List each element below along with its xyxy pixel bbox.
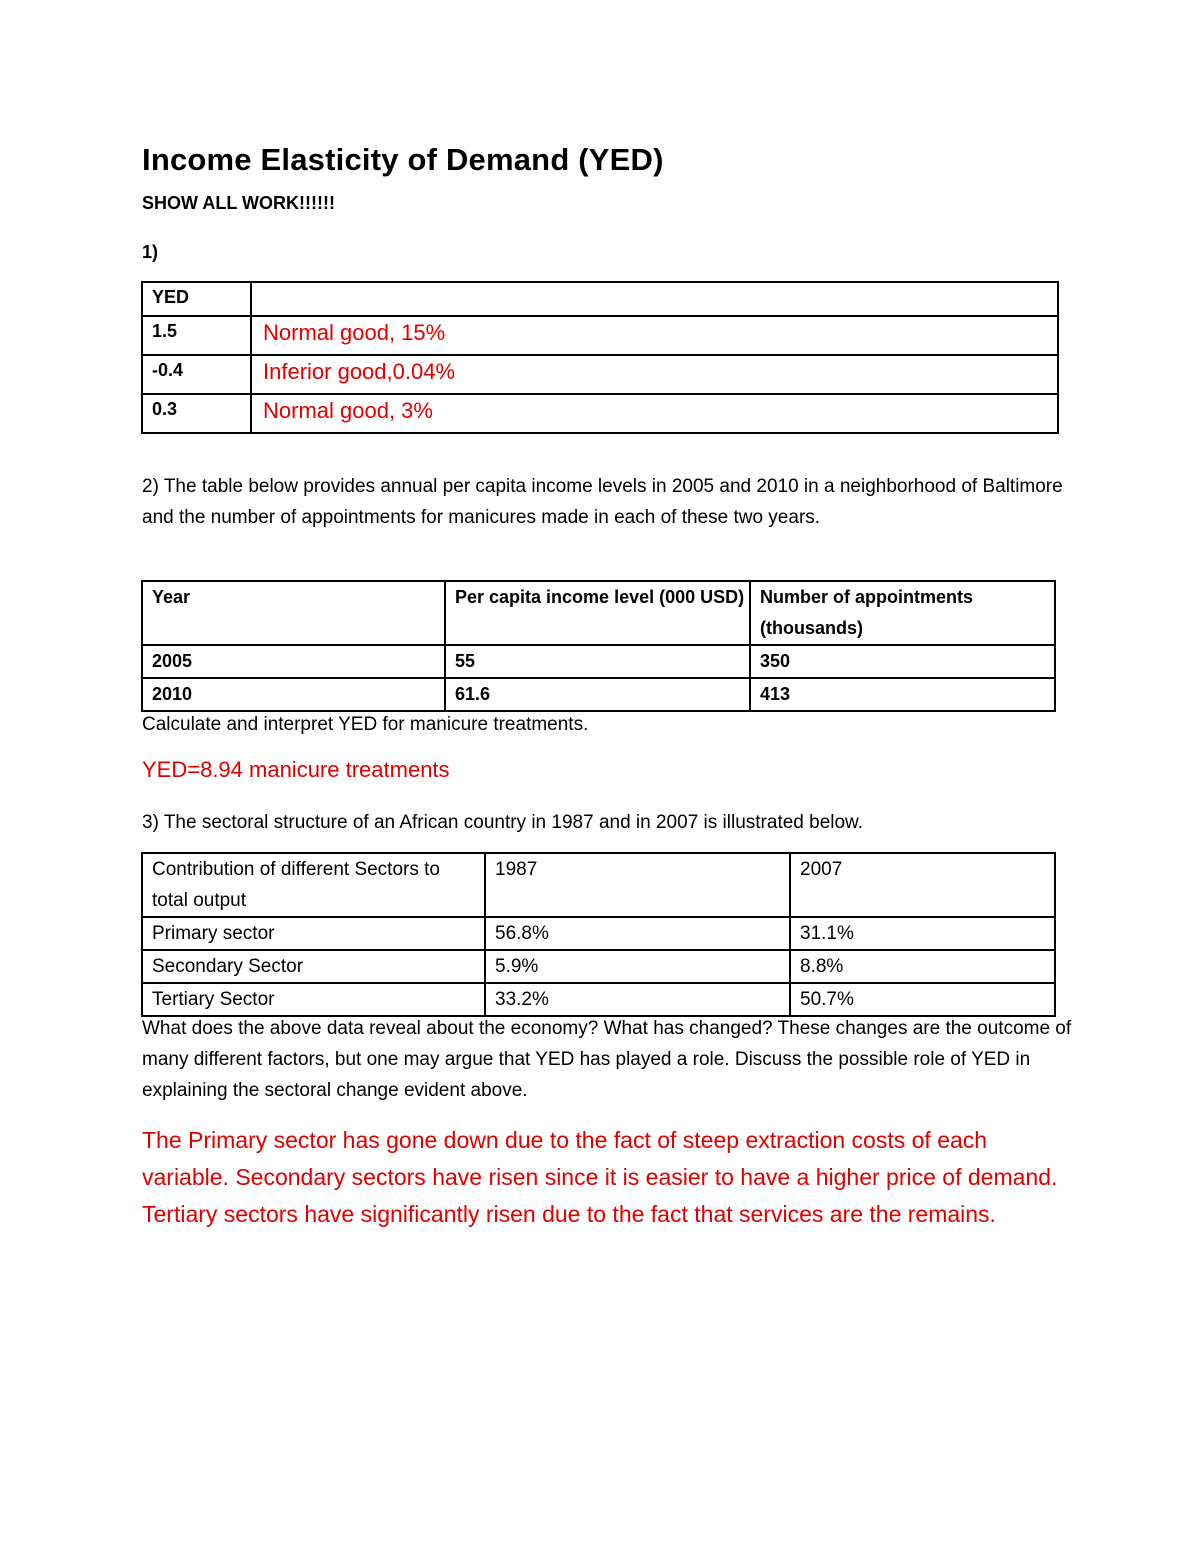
table-header-cell: 2007 (790, 853, 1055, 917)
table-cell: 5.9% (485, 950, 790, 983)
table-row (142, 917, 1055, 950)
table-row (142, 355, 1058, 394)
yed-table (141, 281, 1059, 434)
table-header-cell: Per capita income level (000 USD) (445, 581, 750, 645)
table-cell: 8.8% (790, 950, 1055, 983)
question-3-text: What does the above data reveal about the economy? What has changed? These changes are the outcome of many different factors, but one may argue that YED has played a role. Discuss the possible role of YED in explaining the sectoral change evident above. (142, 1018, 1072, 1101)
table-row (142, 645, 1055, 678)
question-2-prompt: 2) The table below provides annual per capita income levels in 2005 and 2010 in a neighborhood of Baltimore and the number of appointments for manicures made in each of these two years. (142, 476, 1063, 528)
table-cell: 55 (445, 645, 750, 678)
table-cell: Primary sector (142, 917, 485, 950)
answer-cell: Normal good, 3% (251, 394, 1058, 433)
table-cell: 61.6 (445, 678, 750, 711)
table-row (142, 394, 1058, 433)
table-header-cell: Contribution of different Sectors to total output (142, 853, 485, 917)
income-appointments-table (141, 580, 1056, 712)
sectoral-structure-table (141, 852, 1056, 1017)
table-cell: 50.7% (790, 983, 1055, 1016)
page-subtitle: SHOW ALL WORK!!!!!! (142, 193, 335, 213)
table-row (142, 282, 1058, 316)
table-header-cell (251, 282, 1058, 316)
yed-value-cell: 1.5 (142, 316, 251, 355)
table-cell: 33.2% (485, 983, 790, 1016)
question-2-instruction: Calculate and interpret YED for manicure treatments. (142, 714, 589, 735)
table-cell: 56.8% (485, 917, 790, 950)
question-3-prompt: 3) The sectoral structure of an African country in 1987 and in 2007 is illustrated below. (142, 812, 864, 833)
yed-value-cell: -0.4 (142, 355, 251, 394)
answer-cell: Normal good, 15% (251, 316, 1058, 355)
answer-cell: Inferior good,0.04% (251, 355, 1058, 394)
table-cell: 31.1% (790, 917, 1055, 950)
page-title: Income Elasticity of Demand (YED) (142, 142, 664, 177)
table-header-cell: 1987 (485, 853, 790, 917)
table-header-cell: YED (142, 282, 251, 316)
question-2-answer: YED=8.94 manicure treatments (142, 757, 450, 782)
table-cell: 2005 (142, 645, 445, 678)
table-header-cell: Year (142, 581, 445, 645)
table-cell: 2010 (142, 678, 445, 711)
table-row (142, 950, 1055, 983)
yed-value-cell: 0.3 (142, 394, 251, 433)
table-row (142, 853, 1055, 917)
table-cell: Tertiary Sector (142, 983, 485, 1016)
table-cell: 413 (750, 678, 1055, 711)
table-row (142, 983, 1055, 1016)
table-row (142, 678, 1055, 711)
table-cell: Secondary Sector (142, 950, 485, 983)
table-row (142, 316, 1058, 355)
table-header-cell: Number of appointments (thousands) (750, 581, 1055, 645)
question-1-number: 1) (142, 242, 159, 262)
table-cell: 350 (750, 645, 1055, 678)
question-3-answer: The Primary sector has gone down due to the fact of steep extraction costs of each variable. Secondary sectors have risen since it is easier to have a higher price of demand. Tertiary sectors have significantly risen due to the fact that services are the remains. (142, 1127, 1058, 1227)
table-row (142, 581, 1055, 645)
